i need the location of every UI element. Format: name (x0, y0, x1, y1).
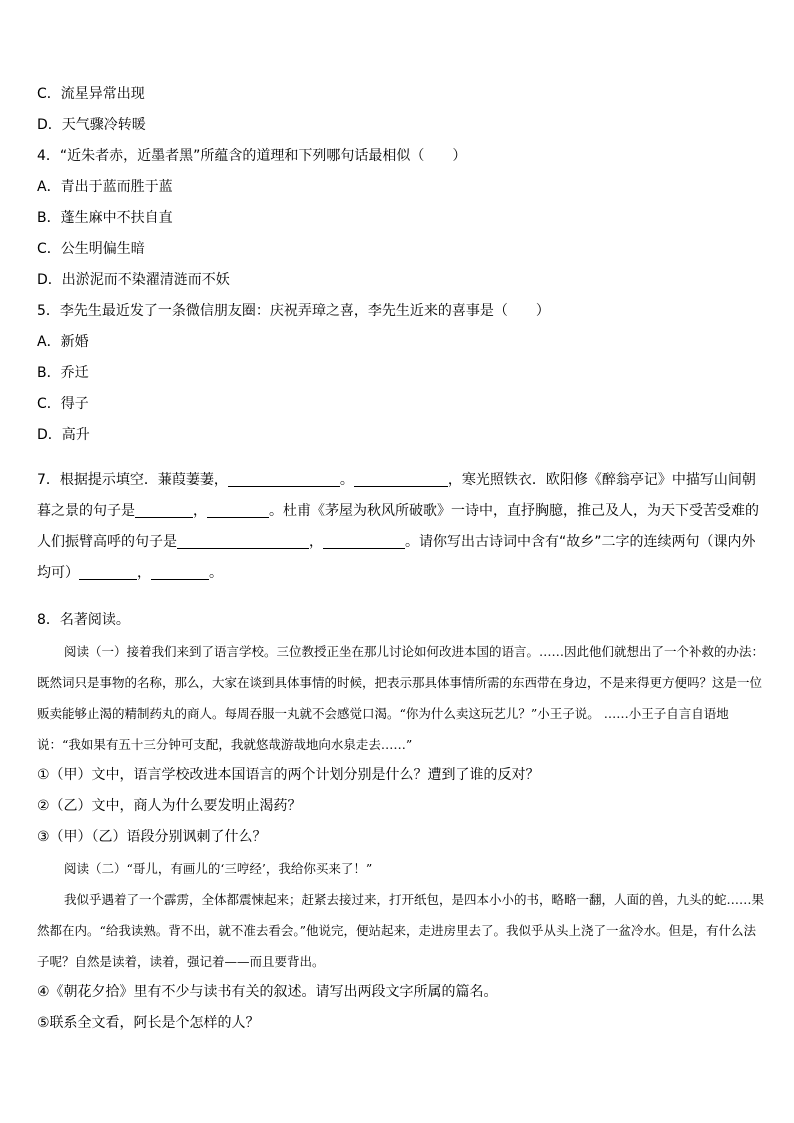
q5-option-a: A．新婚 (37, 334, 89, 350)
q3-option-d: D．天气骤冷转暖 (37, 117, 146, 133)
q7-text-9: 。 (209, 565, 223, 581)
answer-blank-7[interactable] (79, 563, 137, 580)
answer-blank-3[interactable] (135, 501, 193, 518)
q7-text-7: 。请你写出古诗词中含有“故乡”二字的连续两句（课内外均可） (37, 534, 756, 581)
answer-blank-6[interactable] (323, 532, 405, 549)
q8-title: 8．名著阅读。 (37, 612, 130, 628)
q8-sub-question-1: ①（甲）文中，语言学校改进本国语言的两个计划分别是什么？遭到了谁的反对？ (37, 767, 540, 783)
answer-blank-5[interactable] (177, 532, 309, 549)
reading-passage-2-title: 阅读（二）“哥儿，有画儿的‘三哼经’，我给你买来了！” (64, 861, 373, 876)
q8-sub-question-5: ⑤联系全文看，阿长是个怎样的人？ (37, 1015, 260, 1031)
answer-blank-4[interactable] (207, 501, 269, 518)
q8-sub-question-2: ②（乙）文中，商人为什么要发明止渴药？ (37, 798, 302, 814)
q5-stem: 5．李先生最近发了一条微信朋友圈：庆祝弄璋之喜，李先生近来的喜事是（ ） (37, 303, 550, 319)
q4-option-a: A．青出于蓝而胜于蓝 (37, 179, 173, 195)
q5-option-d: D．高升 (37, 427, 90, 443)
answer-blank-1[interactable] (228, 470, 340, 487)
q5-option-c: C．得子 (37, 396, 89, 412)
answer-blank-2[interactable] (354, 470, 448, 487)
q3-option-c: C．流星异常出现 (37, 86, 145, 102)
q7-fill-in (37, 465, 764, 589)
spacer (37, 589, 764, 605)
answer-blank-8[interactable] (151, 563, 209, 580)
q7-text-6: ， (309, 534, 323, 550)
reading-passage-1: 阅读（一）接着我们来到了语言学校。三位教授正坐在那儿讨论如何改进本国的语言。……因此他们就想出了一个补救的办法：既然词只是事物的名称，那么，大家在谈到具体事情的时候，把表示那具体事情所需的东西带在身边，不是来得更方便吗？这是一位贩卖能够止渴的精制药丸的商人。每周吞服一丸就不会感觉口渴。“你为什么卖这玩艺儿？”小王子说。 ……小王子自言自语地说：“我如果有五十三分钟可支配，我就悠哉游哉地向水泉走去……” (37, 644, 765, 752)
q7-text-2: 。 (339, 472, 354, 488)
q5-option-b: B．乔迁 (37, 365, 89, 381)
q7-text-4: ， (193, 503, 207, 519)
q7-text-8: ， (137, 565, 151, 581)
q4-stem: 4．“近朱者赤，近墨者黑”所蕴含的道理和下列哪句话最相似（ ） (37, 148, 467, 164)
q8-sub-question-4: ④《朝花夕拾》里有不少与读书有关的叙述。请写出两段文字所属的篇名。 (37, 984, 498, 1000)
q7-text-1: 7．根据提示填空．蒹葭萋萋， (37, 472, 228, 488)
q7-text-3: ，寒光照铁衣．欧阳修《醉翁亭记》中描写山间朝暮之景的句子是 (37, 472, 756, 519)
q8-sub-question-3: ③（甲）（乙）语段分别讽刺了什么？ (37, 829, 267, 845)
q4-option-d: D．出淤泥而不染濯清涟而不妖 (37, 272, 230, 288)
reading-passage-2: 我似乎遇着了一个霹雳，全体都震悚起来；赶紧去接过来，打开纸包，是四本小小的书，略略一翻，人面的兽，九头的蛇……果然都在内。“给我读熟。背不出，就不准去看会。”他说完，便站起来，走进房里去了。我似乎从头上浇了一盆冷水。但是，有什么法子呢？自然是读着，读着，强记着——而且要背出。 (37, 892, 765, 969)
q4-option-b: B．蓬生麻中不扶自直 (37, 210, 173, 226)
q4-option-c: C．公生明偏生暗 (37, 241, 145, 257)
q7-text-5: 。杜甫《茅屋为秋风所破歌》一诗中，直抒胸臆，推己及人，为天下受苦受难的人们振臂高呼的句子是 (37, 503, 759, 550)
spacer (37, 451, 764, 465)
